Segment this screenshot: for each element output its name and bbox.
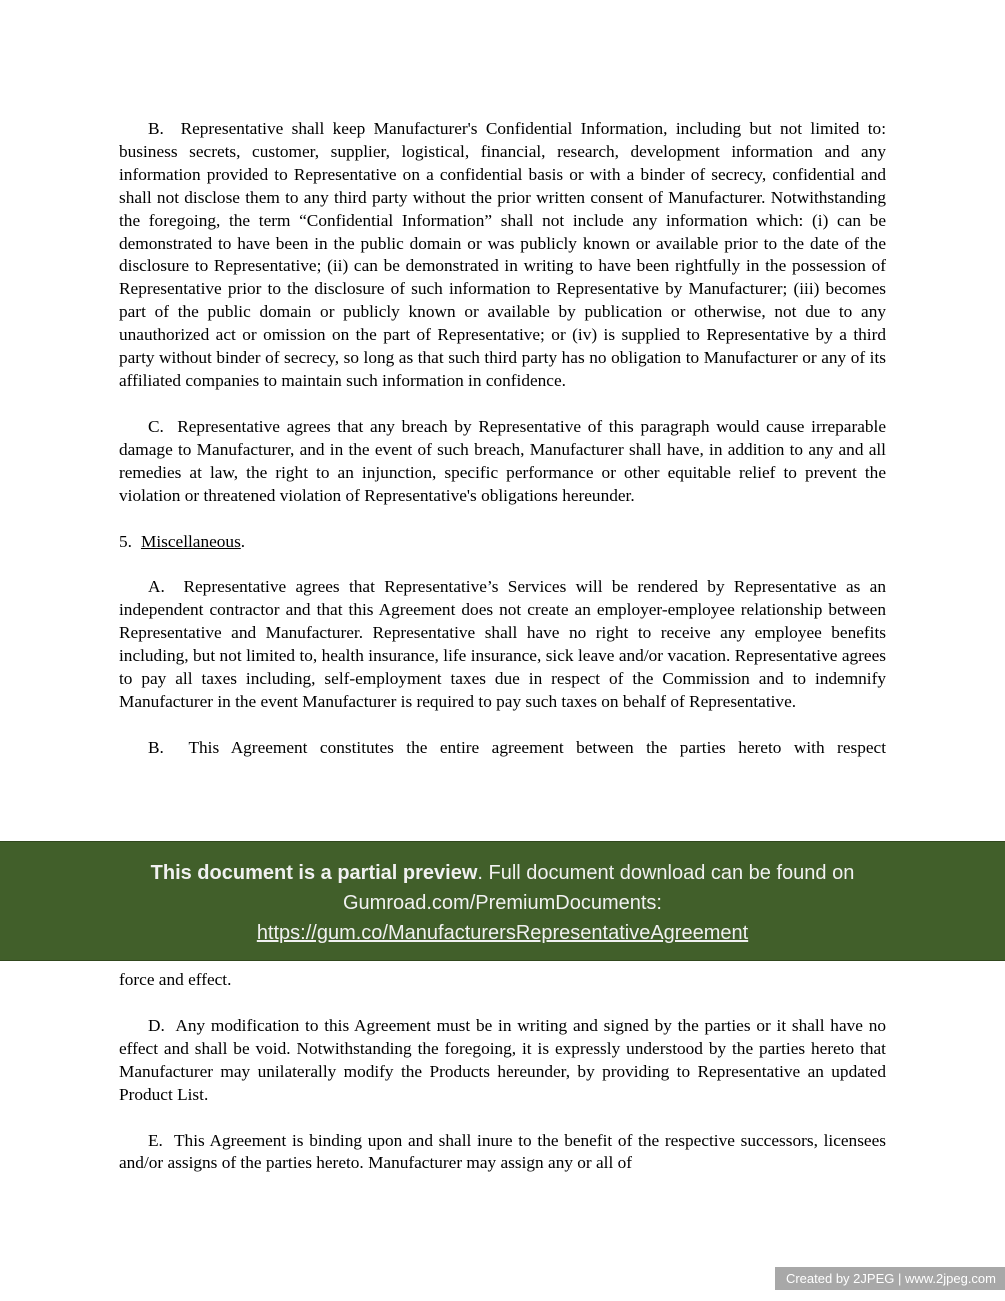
paragraph-binding-successors: E. This Agreement is binding upon and shall inure to the benefit of the respective successors, licensees and/or assigns of the parties hereto. Manufacturer may assign any or all of bbox=[119, 1130, 886, 1173]
banner-bold-text: This document is a partial preview bbox=[150, 862, 478, 884]
section-number: 5. bbox=[119, 531, 132, 551]
paragraph-confidential-information: B. Representative shall keep Manufacturer's Confidential Information, including but not limited to: business secrets, customer, supplier, logistical, financial, research, development information and any information provided to Representative on a confidential basis or with a binder of secrecy, confidential and shall not disclose them to any third party without the prior written consent of Manufacturer. Notwithstanding the foregoing, the term “Confidential Information” shall not include any information which: (i) can be demonstrated to have been in the public domain or was publicly known or available prior to the date of the disclosure to Representative; (ii) can be demonstrated in writing to have been rightfully in the possession of Representative prior to the disclosure of such information to Representative by Manufacturer; (iii) becomes part of the public domain or publicly known or available by publication or otherwise, not due to any unauthorized act or omission on the part of Representative; or (iv) is supplied to Representative by a third party without binder of secrecy, so long as that such third party has no obligation to Manufacturer or any of its affiliated companies to maintain such information in confidence. bbox=[119, 119, 886, 390]
banner-download-link[interactable]: https://gum.co/ManufacturersRepresentativeAgreement bbox=[256, 922, 749, 944]
banner-regular-text: . Full document download can be found on bbox=[477, 862, 855, 884]
banner-link-line bbox=[0, 918, 1005, 948]
section-heading-miscellaneous bbox=[119, 531, 886, 554]
section-title-period: . bbox=[240, 531, 246, 551]
paragraph-independent-contractor: A. Representative agrees that Representative’s Services will be rendered by Representative as an independent contractor and that this Agreement does not create an employer-employee relationship between Representative and Manufacturer. Representative shall have no right to receive any employee benefits including, but not limited to, health insurance, life insurance, sick leave and/or vacation. Representative agrees to pay all taxes including, self-employment taxes due in respect of the Commission and to indemnify Manufacturer in the event Manufacturer is required to pay such taxes on behalf of Representative. bbox=[119, 577, 886, 711]
paragraph-entire-agreement-end: force and effect. bbox=[119, 970, 232, 989]
banner-line-1 bbox=[0, 858, 1005, 888]
watermark-credit: Created by 2JPEG | www.2jpeg.com bbox=[775, 1267, 1005, 1290]
paragraph-modification: D. Any modification to this Agreement must be in writing and signed by the parties or it shall have no effect and shall be void. Notwithstanding the foregoing, it is expressly understood by the parties hereto that Manufacturer may unilaterally modify the Products hereunder, by providing to Representative an updated Product List. bbox=[119, 1015, 886, 1104]
section-title: Miscellaneous bbox=[140, 531, 241, 551]
document-body-bottom bbox=[0, 961, 1005, 1198]
preview-banner bbox=[0, 841, 1005, 961]
paragraph-entire-agreement-start: B. This Agreement constitutes the entire agreement between the parties hereto with respect bbox=[148, 737, 886, 757]
banner-gumroad-line: Gumroad.com/PremiumDocuments: bbox=[343, 892, 662, 914]
paragraph-breach-remedies: C. Representative agrees that any breach by Representative of this paragraph would cause irreparable damage to Manufacturer, and in the event of such breach, Manufacturer shall have, in addition to any and all remedies at law, the right to an injunction, specific performance or other equitable relief to prevent the violation or threatened violation of Representative's obligations hereunder. bbox=[119, 416, 886, 505]
